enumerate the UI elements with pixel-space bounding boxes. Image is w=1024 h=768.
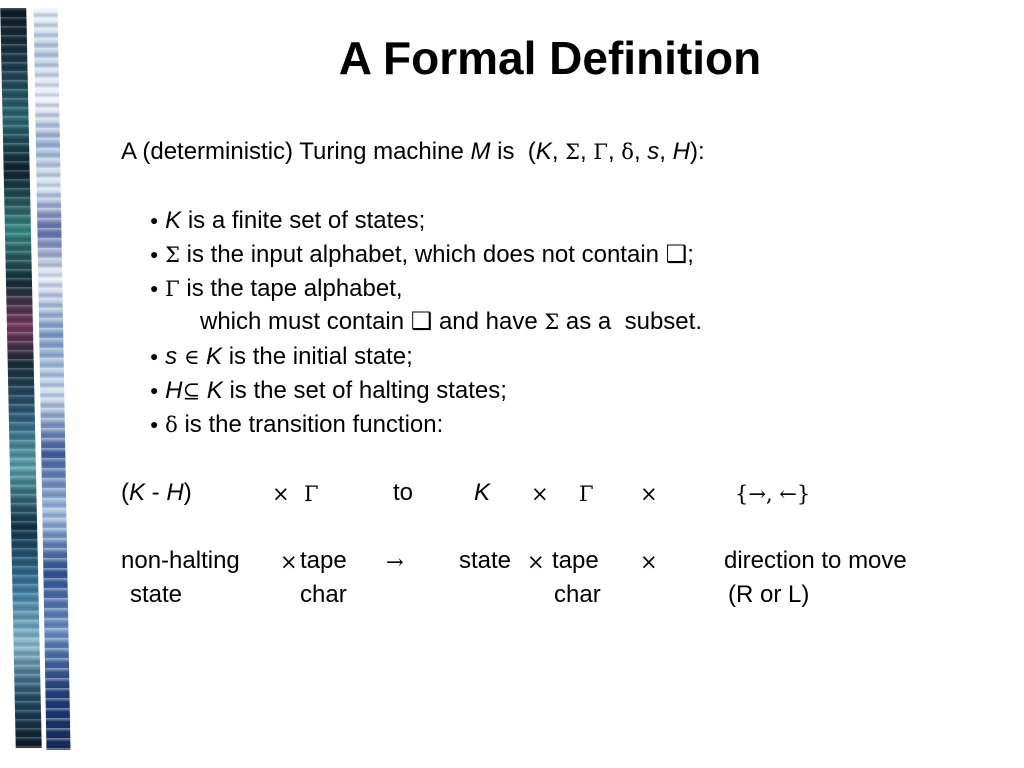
bullet-symbol: K (206, 377, 223, 404)
bullet-text: as a subset. (559, 308, 702, 335)
times-symbol: × (527, 550, 545, 574)
intro-suffix: ): (689, 138, 705, 165)
bullet-dot: ● (150, 348, 159, 364)
subset-symbol: ⊆ (182, 379, 201, 403)
range-k-symbol: K (474, 479, 491, 506)
bullet-symbol: Σ (165, 243, 180, 267)
bullet-symbol: K (206, 343, 223, 370)
tuple-delta: δ (621, 140, 634, 164)
tuple-gamma: Γ (593, 140, 608, 164)
bullet-symbol: s (165, 343, 178, 370)
signature-domain (121, 478, 192, 508)
legend-direction: direction to move (724, 547, 907, 574)
bullet-item-tape-alphabet-continued (200, 307, 702, 337)
slide-title: A Formal Definition (338, 32, 762, 84)
bullet-dot: ● (150, 382, 159, 398)
bullet-item-input-alphabet (150, 239, 694, 270)
gamma-symbol: Γ (579, 482, 594, 506)
bullet-text: is the tape alphabet, (179, 275, 403, 302)
intro-prefix: A (deterministic) Turing machine (121, 138, 471, 165)
element-of-symbol: ∈ (183, 345, 200, 369)
tuple-separator: , (580, 138, 594, 165)
tuple-k: K (535, 138, 552, 165)
legend-state: state (459, 547, 512, 574)
tuple-sigma: Σ (565, 140, 581, 164)
legend-non-halting: non-halting (121, 547, 240, 574)
legend-tape: tape (300, 547, 347, 574)
bullet-text: is the input alphabet, which does not contain (180, 241, 666, 268)
domain-k: K (129, 479, 146, 506)
tuple-separator: , (633, 138, 648, 165)
legend-char: char (300, 581, 347, 608)
bullet-item-initial-state (150, 341, 413, 372)
bullet-item-states (150, 205, 425, 236)
bullet-text: and have (432, 308, 545, 335)
tuple-separator: , (607, 138, 622, 165)
times-symbol: × (640, 550, 658, 574)
intro-line (121, 137, 705, 167)
bullet-item-transition-function (150, 409, 443, 440)
bullet-dot: ● (150, 280, 159, 296)
machine-symbol: M (470, 138, 491, 165)
bullet-text: is the set of halting states; (222, 377, 507, 404)
bullet-text: which must contain (200, 308, 411, 335)
blank-symbol-icon: ❑ (665, 241, 688, 268)
bullet-symbol: K (165, 207, 182, 234)
paren: ( (121, 479, 129, 506)
bullet-dot: ● (150, 212, 159, 228)
bullet-dot: ● (150, 416, 159, 432)
bullet-item-tape-alphabet (150, 273, 403, 304)
bullet-text: is the transition function: (177, 411, 444, 438)
legend-r-or-l: (R or L) (728, 581, 810, 608)
maps-to-arrow: → (386, 550, 404, 574)
paren: ) (183, 479, 192, 506)
gamma-symbol: Γ (304, 482, 319, 506)
tuple-separator: , (551, 138, 566, 165)
legend-tape: tape (552, 547, 599, 574)
bullet-item-halting-states (150, 375, 507, 406)
domain-h: H (166, 479, 184, 506)
legend-char: char (554, 581, 601, 608)
times-symbol: × (640, 482, 658, 506)
to-label: to (393, 479, 414, 506)
bullet-end: ; (687, 241, 694, 268)
bullet-symbol: Γ (165, 277, 180, 301)
tuple-h: H (672, 138, 690, 165)
bullet-symbol: H (165, 377, 183, 404)
bullet-dot: ● (150, 246, 159, 262)
intro-is: is ( (490, 138, 536, 165)
directions-set: {→, ←} (735, 482, 811, 506)
times-symbol: × (280, 550, 298, 574)
times-symbol: × (531, 482, 549, 506)
legend-state: state (130, 581, 183, 608)
minus: - (145, 479, 167, 506)
bullet-text: is the initial state; (222, 343, 413, 370)
tuple-s: s (647, 138, 660, 165)
range-k (474, 478, 490, 508)
tuple-separator: , (659, 138, 673, 165)
times-symbol: × (272, 482, 290, 506)
bullet-symbol: δ (165, 413, 178, 437)
blank-symbol-icon: ❑ (410, 308, 433, 335)
bullet-symbol: Σ (544, 310, 560, 334)
bullet-text: is a finite set of states; (181, 207, 426, 234)
